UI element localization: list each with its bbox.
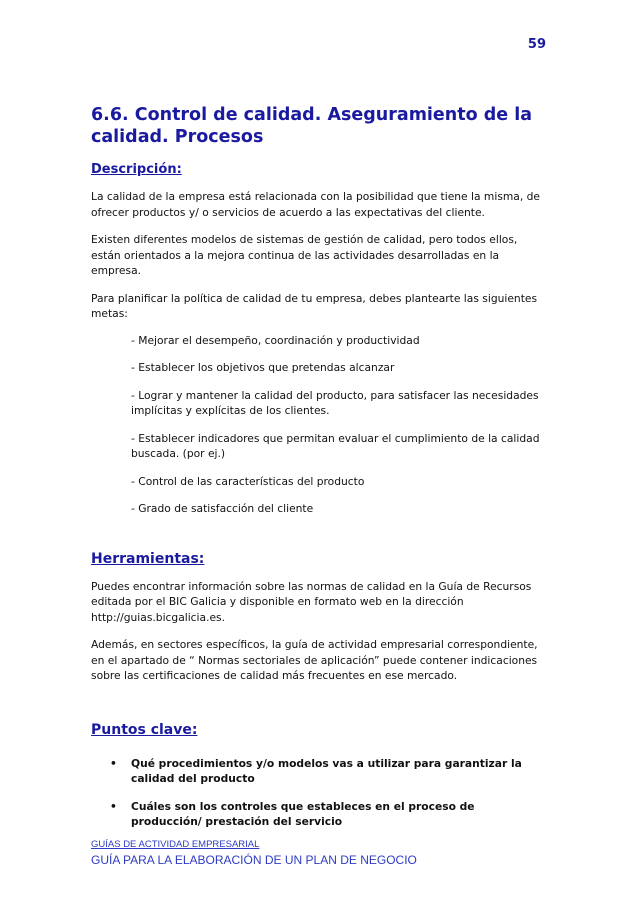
bullet-icon: • <box>110 756 117 770</box>
list-item <box>91 756 547 787</box>
descripcion-paragraph: Existen diferentes modelos de sistemas de gestión de calidad, pero todos ellos, están orientados a la mejora continua de las actividades desarrolladas en la empresa. <box>91 233 518 277</box>
herramientas-paragraph: Puedes encontrar información sobre las normas de calidad en la Guía de Recursos editada por el BIC Galicia y disponible en formato web en la dirección http://guias.bicgalicia.es. <box>91 579 532 624</box>
puntos-clave-list <box>91 756 547 830</box>
herramientas-title: Herramientas: <box>91 550 205 567</box>
puntos-clave-title: Puntos clave: <box>91 721 198 738</box>
list-item-text: Qué procedimientos y/o modelos vas a utilizar para garantizar la calidad del producto <box>131 756 522 785</box>
page-footer <box>91 839 417 867</box>
goal-item: - Establecer los objetivos que pretendas alcanzar <box>131 361 395 374</box>
goal-item: - Grado de satisfacción del cliente <box>131 502 314 515</box>
goal-item: - Mejorar el desempeño, coordinación y productividad <box>131 333 420 347</box>
descripcion-paragraph: Para planificar la política de calidad de tu empresa, debes plantearte las siguientes metas: <box>91 291 538 320</box>
list-item-text: Cuáles son los controles que estableces en el proceso de producción/ prestación del servicio <box>131 799 475 828</box>
goal-item: - Establecer indicadores que permitan evaluar el cumplimiento de la calidad buscada. (por ej.) <box>131 431 540 460</box>
descripcion-paragraph: La calidad de la empresa está relacionada con la posibilidad que tiene la misma, de ofrecer productos y/ o servicios de acuerdo a las expectativas del cliente. <box>91 190 540 219</box>
footer-guide-title: GUÍA PARA LA ELABORACIÓN DE UN PLAN DE NEGOCIO <box>91 853 417 867</box>
goal-item: - Control de las características del producto <box>131 474 365 488</box>
goal-item: - Lograr y mantener la calidad del producto, para satisfacer las necesidades implícitas y explícitas de los clientes. <box>131 388 539 417</box>
herramientas-paragraph: Además, en sectores específicos, la guía de actividad empresarial correspondiente, en el apartado de “ Normas sectoriales de aplicación” puede contener indicaciones sobre las certificaciones de calidad más frecuentes en ese mercado. <box>91 638 538 682</box>
list-item <box>91 799 547 830</box>
bullet-icon: • <box>110 799 117 813</box>
page-number: 59 <box>527 37 546 52</box>
section-heading: 6.6. Control de calidad. Aseguramiento de la calidad. Procesos <box>91 105 533 147</box>
footer-series-link[interactable]: GUÍAS DE ACTIVIDAD EMPRESARIAL <box>91 839 260 850</box>
page-content <box>91 104 547 842</box>
descripcion-title: Descripción: <box>91 162 182 177</box>
